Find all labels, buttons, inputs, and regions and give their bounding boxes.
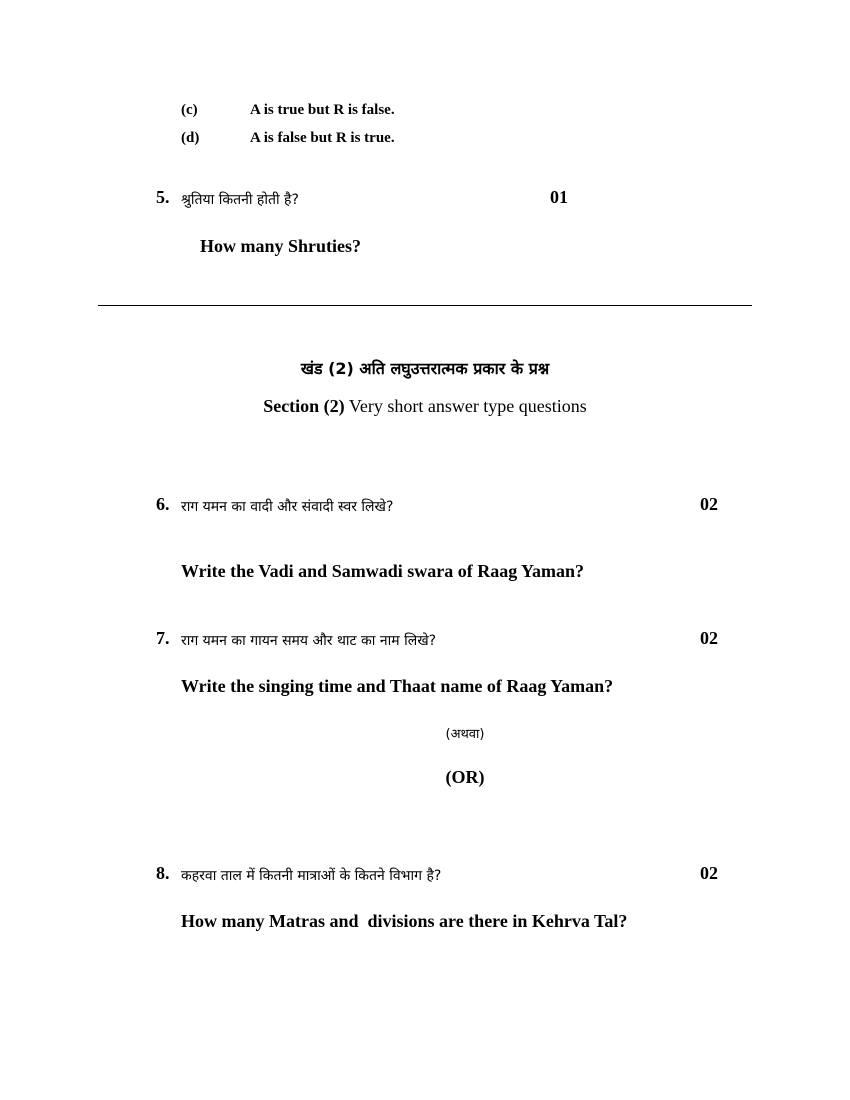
or-hindi: (अथवा) [445,727,485,742]
or-english: (OR) [445,767,485,787]
option-c-text: A is true but R is false. [250,102,395,118]
q6-number: 6. [156,494,170,514]
q7-english: Write the singing time and Thaat name of Raag Yaman? [181,676,614,696]
section-heading-english-rest: Very short answer type questions [344,396,587,416]
q5-number: 5. [156,187,170,207]
q8-hindi: कहरवा ताल में कितनी मात्राओं के कितने विभाग है? [181,868,442,884]
q7-hindi: राग यमन का गायन समय और थाट का नाम लिखे? [181,633,437,649]
q8-english: How many Matras and divisions are there in Kehrva Tal? [181,911,628,931]
option-d-letter: (d) [181,130,200,146]
q7-number: 7. [156,628,170,648]
q6-english: Write the Vadi and Samwadi swara of Raag Yaman? [181,561,585,581]
q6-hindi: राग यमन का वादी और संवादी स्वर लिखे? [181,499,394,515]
q7-marks: 02 [700,628,718,648]
option-d-text: A is false but R is true. [250,130,395,146]
q6-marks: 02 [700,494,718,514]
section-heading-english-bold: Section (2) [263,396,345,416]
option-c-letter: (c) [181,102,198,118]
section-heading-english [0,396,850,417]
section-heading-hindi: खंड (2) अति लघुउत्तरात्मक प्रकार के प्रश्न [300,359,550,378]
q8-number: 8. [156,863,170,883]
section-divider [98,305,752,306]
q5-hindi: श्रुतिया कितनी होती है? [181,192,299,208]
q5-marks: 01 [550,187,568,207]
q5-english: How many Shruties? [200,236,362,256]
q8-marks: 02 [700,863,718,883]
